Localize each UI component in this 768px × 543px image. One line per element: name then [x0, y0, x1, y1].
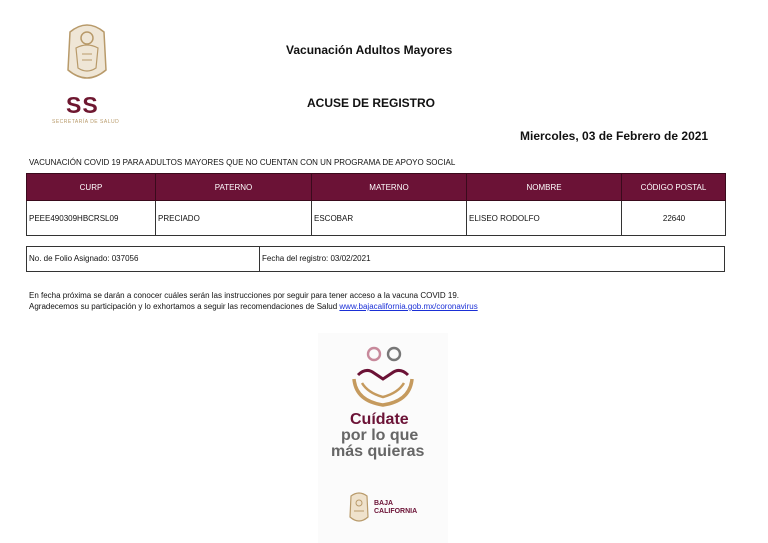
campaign-line-2: por lo que — [341, 427, 419, 444]
registration-date: Fecha del registro: 03/02/2021 — [262, 254, 371, 263]
coronavirus-link[interactable]: www.bajacalifornia.gob.mx/coronavirus — [339, 302, 478, 311]
header-paterno: PATERNO — [156, 174, 312, 201]
section-label: VACUNACIÓN COVID 19 PARA ADULTOS MAYORES QUE NO CUENTAN CON UN PROGRAMA DE APOYO SOCIAL — [29, 158, 456, 167]
folio-divider — [259, 247, 260, 271]
cell-materno: ESCOBAR — [312, 201, 467, 236]
document-date: Miercoles, 03 de Febrero de 2021 — [520, 129, 709, 143]
document-subtitle: ACUSE DE REGISTRO — [307, 96, 436, 110]
header-materno: MATERNO — [312, 174, 467, 201]
brand-line-2: CALIFORNIA — [374, 508, 418, 515]
cell-paterno: PRECIADO — [156, 201, 312, 236]
folio-number: No. de Folio Asignado: 037056 — [29, 254, 139, 263]
info-line-2-text: Agradecemos su participación y lo exhortamos a seguir las recomendaciones de Salud — [29, 302, 338, 311]
logo-subtext: SECRETARÍA DE SALUD — [52, 119, 120, 125]
registration-table — [26, 173, 726, 236]
cell-codigo-postal: 22640 — [622, 201, 726, 236]
header-nombre: NOMBRE — [467, 174, 622, 201]
brand-line-1: BAJA — [374, 500, 394, 507]
table-header-row — [27, 174, 726, 201]
header-curp: CURP — [27, 174, 156, 201]
campaign-line-3: más quieras — [331, 443, 425, 460]
cell-curp: PEEE490309HBCRSL09 — [27, 201, 156, 236]
folio-box — [26, 246, 725, 272]
document-title: Vacunación Adultos Mayores — [286, 43, 453, 57]
cell-nombre: ELISEO RODOLFO — [467, 201, 622, 236]
hands-heart-icon — [348, 345, 418, 411]
table-row — [27, 201, 726, 236]
salud-emblem-icon — [62, 18, 112, 91]
logo-text: SS — [66, 92, 99, 118]
info-line-2 — [29, 302, 478, 311]
campaign-line-1: Cuídate — [350, 411, 409, 428]
info-line-1: En fecha próxima se darán a conocer cuáles serán las instrucciones por seguir para tener acceso a la vacuna COVID 19. — [29, 291, 460, 300]
campaign-graphic — [318, 333, 448, 543]
header-codigo-postal: CÓDIGO POSTAL — [622, 174, 726, 201]
baja-california-shield-icon — [348, 491, 370, 525]
